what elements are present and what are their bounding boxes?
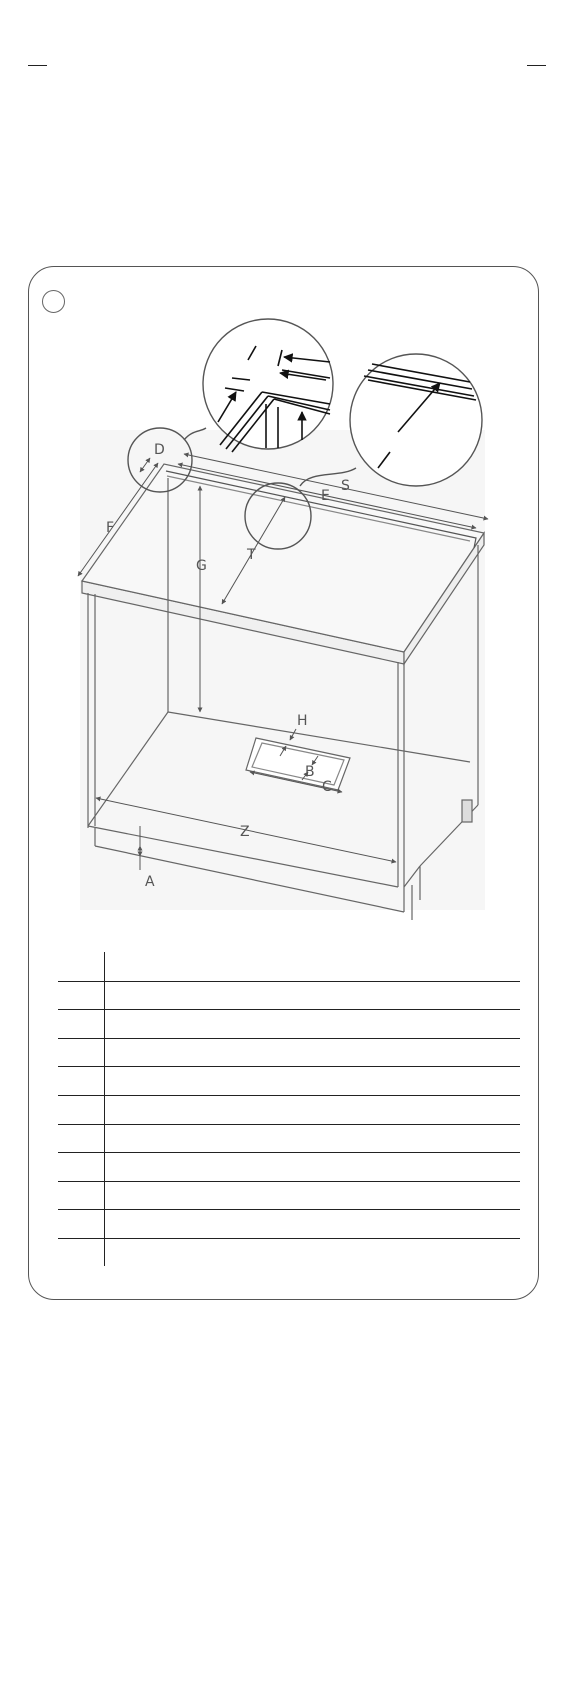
- label-Z: Z: [240, 824, 250, 840]
- table-row: [58, 1038, 520, 1039]
- adjustable-foot: [462, 800, 472, 822]
- label-G: G: [196, 558, 207, 574]
- label-C: C: [322, 779, 332, 795]
- label-F: F: [106, 520, 115, 536]
- label-E: E: [321, 488, 330, 504]
- label-D: D: [154, 442, 165, 458]
- detail-magnifier-left: [203, 319, 333, 449]
- table-row: [58, 1066, 520, 1067]
- table-row: [58, 1152, 520, 1153]
- label-S: S: [341, 478, 350, 494]
- table-row: [58, 1124, 520, 1125]
- table-row: [58, 981, 520, 982]
- table-row: [58, 1181, 520, 1182]
- label-A: A: [145, 874, 155, 890]
- table-row: [58, 1209, 520, 1210]
- table-row: [58, 1095, 520, 1096]
- dimension-table: [58, 952, 520, 1266]
- label-T: T: [247, 547, 256, 563]
- table-column-divider: [104, 952, 105, 1266]
- table-row: [58, 1009, 520, 1010]
- label-B: B: [305, 764, 315, 780]
- detail-magnifier-right: [350, 354, 482, 486]
- label-H: H: [297, 713, 308, 729]
- table-row: [58, 1238, 520, 1239]
